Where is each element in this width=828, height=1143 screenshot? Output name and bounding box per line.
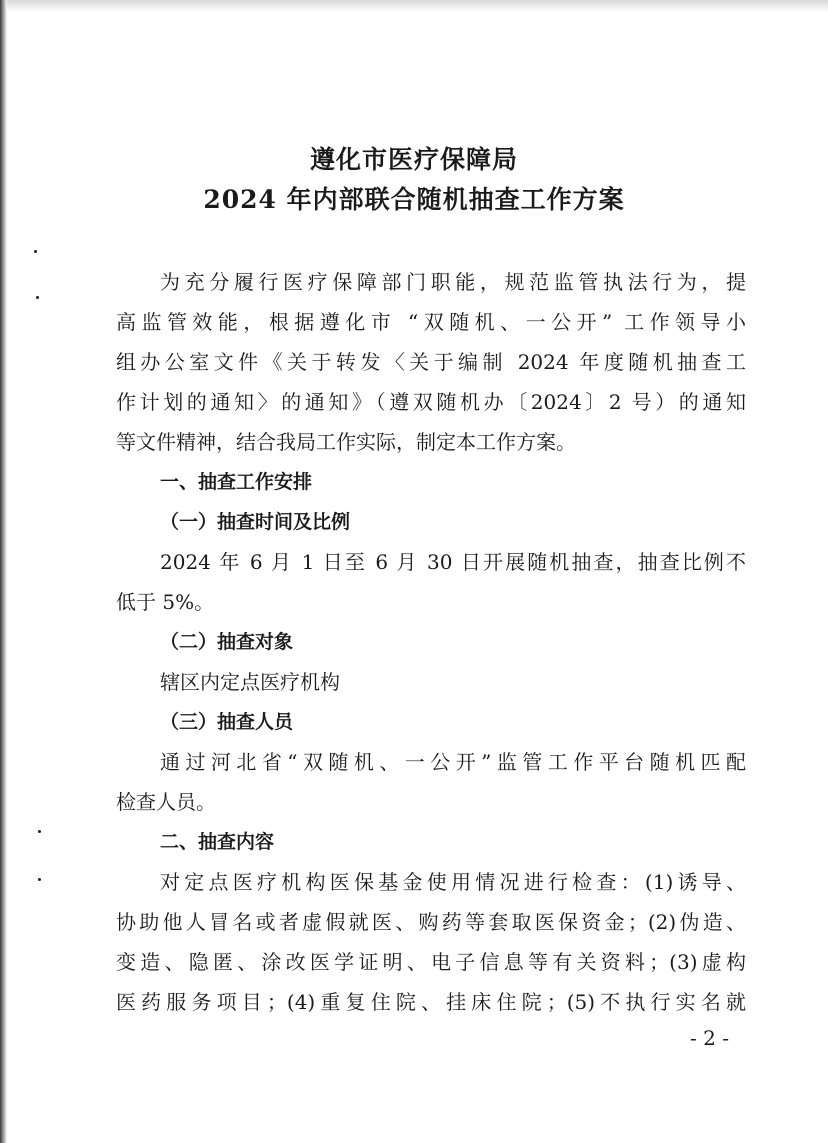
paragraph-line: 变造、隐匿、涂改医学证明、电子信息等有关资料；(3)虚构 xyxy=(116,950,746,974)
scan-speck xyxy=(38,878,41,881)
paragraph-line: 通过河北省“双随机、一公开”监管工作平台随机匹配 xyxy=(160,750,746,774)
paragraph-line: 作计划的通知〉的通知》（遵双随机办〔2024〕2 号）的通知 xyxy=(116,390,746,414)
subsection-heading: （一）抽查时间及比例 xyxy=(160,511,351,533)
scan-edge-top xyxy=(0,0,828,12)
document-title: 遵化市医疗保障局 xyxy=(309,145,518,174)
paragraph-line: 对定点医疗机构医保基金使用情况进行检查：(1)诱导、 xyxy=(160,870,746,894)
section-heading: 二、抽查内容 xyxy=(160,831,275,853)
document-subtitle: 2024 年内部联合随机抽查工作方案 xyxy=(203,185,625,214)
paragraph-line: 医药服务项目；(4)重复住院、挂床住院；(5)不执行实名就 xyxy=(116,990,746,1014)
subsection-heading: （二）抽查对象 xyxy=(160,631,294,653)
page-number: - 2 - xyxy=(690,1026,729,1050)
paragraph-line: 辖区内定点医疗机构 xyxy=(160,670,340,694)
paragraph-line: 2024 年 6 月 1 日至 6 月 30 日开展随机抽查，抽查比例不 xyxy=(160,550,746,574)
paragraph-line: 检查人员。 xyxy=(116,790,216,814)
paragraph-line: 协助他人冒名或者虚假就医、购药等套取医保资金；(2)伪造、 xyxy=(116,910,746,934)
paragraph-line: 组办公室文件《关于转发〈关于编制 2024 年度随机抽查工 xyxy=(116,350,746,374)
scan-speck xyxy=(34,250,37,253)
paragraph-line: 等文件精神，结合我局工作实际，制定本工作方案。 xyxy=(116,430,576,454)
scan-speck xyxy=(38,830,41,833)
paragraph-line: 低于 5%。 xyxy=(116,590,215,614)
scan-speck xyxy=(36,296,39,299)
section-heading: 一、抽查工作安排 xyxy=(160,471,313,493)
paragraph-line: 为充分履行医疗保障部门职能，规范监管执法行为，提 xyxy=(160,270,746,294)
document-body xyxy=(116,262,746,1022)
subsection-heading: （三）抽查人员 xyxy=(160,711,294,733)
paragraph-line: 高监管效能，根据遵化市 “双随机、一公开” 工作领导小 xyxy=(116,310,746,334)
